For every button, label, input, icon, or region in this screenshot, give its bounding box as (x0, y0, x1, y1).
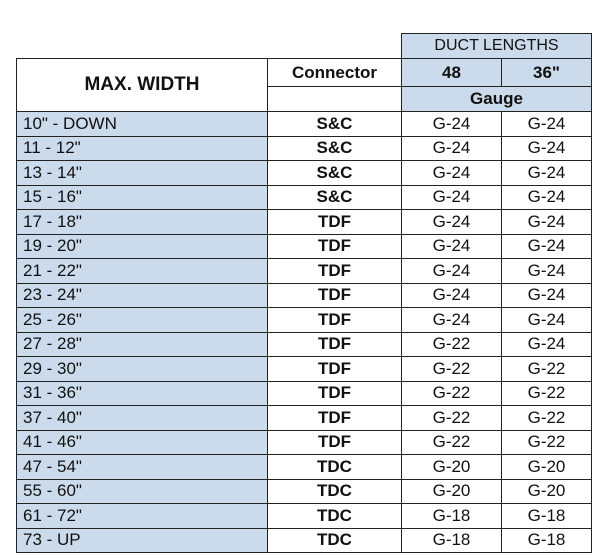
gauge-36-cell: G-24 (501, 209, 592, 235)
gauge-48-cell: G-24 (401, 283, 502, 309)
connector-cell: S&C (267, 111, 402, 137)
width-cell: 61 - 72" (16, 503, 268, 529)
length-48-header: 48 (401, 58, 502, 87)
gauge-36-cell: G-24 (501, 234, 592, 260)
width-cell: 17 - 18" (16, 209, 268, 235)
gauge-48-cell: G-18 (401, 528, 502, 554)
width-cell: 25 - 26" (16, 307, 268, 333)
connector-cell: S&C (267, 185, 402, 211)
gauge-48-cell: G-24 (401, 160, 502, 186)
gauge-36-cell: G-24 (501, 258, 592, 284)
connector-cell: TDC (267, 454, 402, 480)
gauge-48-cell: G-24 (401, 111, 502, 137)
connector-cell: TDF (267, 381, 402, 407)
gauge-36-cell: G-22 (501, 405, 592, 431)
connector-header: Connector (267, 58, 402, 87)
width-cell: 21 - 22" (16, 258, 268, 284)
gauge-48-cell: G-22 (401, 381, 502, 407)
gauge-header: Gauge (401, 86, 592, 112)
gauge-48-cell: G-22 (401, 356, 502, 382)
gauge-36-cell: G-24 (501, 136, 592, 162)
gauge-36-cell: G-20 (501, 454, 592, 480)
width-cell: 41 - 46" (16, 430, 268, 456)
gauge-36-cell: G-24 (501, 307, 592, 333)
gauge-48-cell: G-24 (401, 209, 502, 235)
connector-cell: TDF (267, 209, 402, 235)
connector-cell: S&C (267, 160, 402, 186)
connector-cell: TDF (267, 307, 402, 333)
max-width-header: MAX. WIDTH (16, 58, 268, 112)
gauge-48-cell: G-22 (401, 332, 502, 358)
width-cell: 29 - 30" (16, 356, 268, 382)
width-cell: 31 - 36" (16, 381, 268, 407)
gauge-48-cell: G-24 (401, 136, 502, 162)
connector-cell: TDF (267, 283, 402, 309)
gauge-48-cell: G-24 (401, 185, 502, 211)
width-cell: 11 - 12" (16, 136, 268, 162)
gauge-36-cell: G-24 (501, 160, 592, 186)
connector-cell: TDF (267, 356, 402, 382)
connector-cell: TDF (267, 430, 402, 456)
gauge-48-cell: G-20 (401, 479, 502, 505)
width-cell: 19 - 20" (16, 234, 268, 260)
connector-cell: TDC (267, 479, 402, 505)
width-cell: 47 - 54" (16, 454, 268, 480)
width-cell: 27 - 28" (16, 332, 268, 358)
connector-cell: TDF (267, 258, 402, 284)
gauge-48-cell: G-20 (401, 454, 502, 480)
gauge-36-cell: G-20 (501, 479, 592, 505)
width-cell: 73 - UP (16, 528, 268, 554)
gauge-36-cell: G-24 (501, 283, 592, 309)
connector-cell: TDF (267, 234, 402, 260)
connector-cell: TDF (267, 405, 402, 431)
gauge-36-cell: G-24 (501, 185, 592, 211)
width-cell: 55 - 60" (16, 479, 268, 505)
gauge-36-cell: G-24 (501, 111, 592, 137)
gauge-36-cell: G-22 (501, 381, 592, 407)
gauge-48-cell: G-24 (401, 234, 502, 260)
width-cell: 37 - 40" (16, 405, 268, 431)
width-cell: 13 - 14" (16, 160, 268, 186)
gauge-48-cell: G-22 (401, 405, 502, 431)
connector-cell: TDC (267, 528, 402, 554)
gauge-36-cell: G-18 (501, 528, 592, 554)
length-36-header: 36" (501, 58, 592, 87)
connector-cell: S&C (267, 136, 402, 162)
gauge-36-cell: G-24 (501, 332, 592, 358)
width-cell: 23 - 24" (16, 283, 268, 309)
width-cell: 10" - DOWN (16, 111, 268, 137)
gauge-48-cell: G-22 (401, 430, 502, 456)
width-cell: 15 - 16" (16, 185, 268, 211)
connector-cell: TDC (267, 503, 402, 529)
duct-lengths-header: DUCT LENGTHS (401, 33, 592, 59)
gauge-36-cell: G-22 (501, 430, 592, 456)
gauge-36-cell: G-22 (501, 356, 592, 382)
connector-header-blank (267, 86, 402, 112)
gauge-48-cell: G-18 (401, 503, 502, 529)
connector-cell: TDF (267, 332, 402, 358)
gauge-36-cell: G-18 (501, 503, 592, 529)
gauge-48-cell: G-24 (401, 307, 502, 333)
gauge-48-cell: G-24 (401, 258, 502, 284)
